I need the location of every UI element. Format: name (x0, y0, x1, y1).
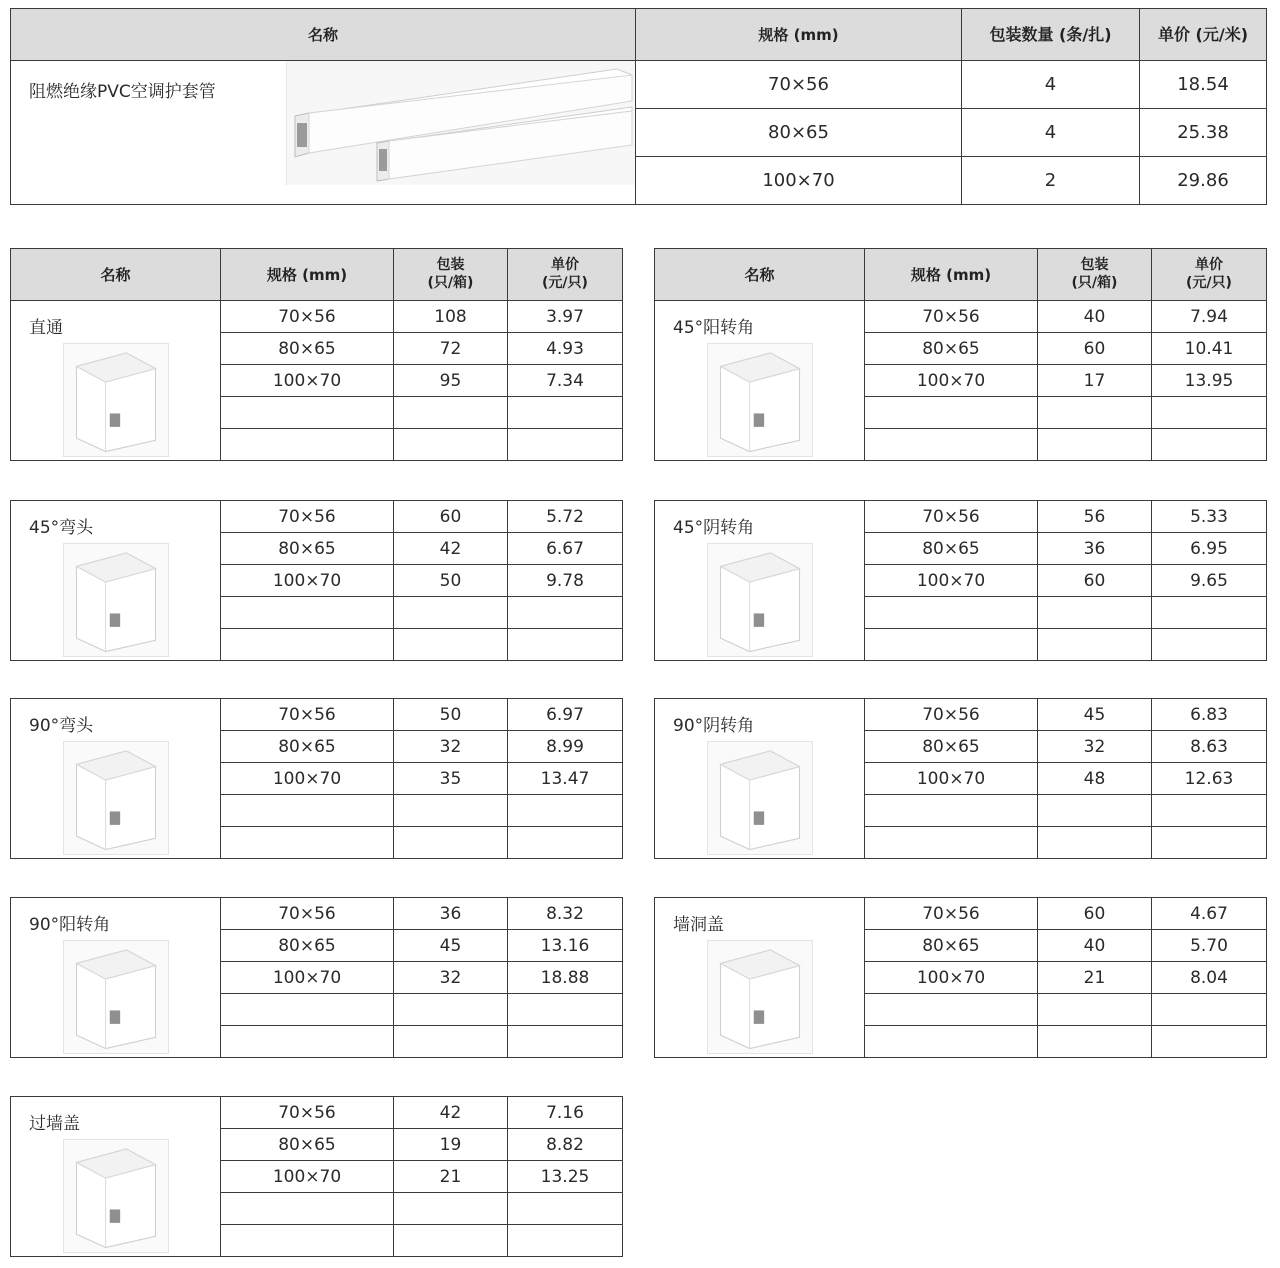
price-cell: 13.95 (1152, 365, 1267, 397)
product-name: 阻燃绝缘PVC空调护套管 (29, 82, 216, 102)
main-spec-cell: 80×65 (636, 109, 962, 157)
empty-cell (1152, 827, 1267, 859)
spec-cell: 100×70 (221, 565, 394, 597)
price-cell: 8.04 (1152, 962, 1267, 994)
price-cell: 12.63 (1152, 763, 1267, 795)
empty-cell (865, 795, 1038, 827)
empty-cell (221, 629, 394, 661)
fitting-name-cell (655, 501, 865, 661)
fitting-name: 墙洞盖 (673, 915, 724, 935)
qty-cell: 32 (1038, 731, 1152, 763)
fitting-table (654, 698, 1267, 859)
spec-cell: 80×65 (865, 930, 1038, 962)
header-price-line1: 单价 (1195, 257, 1223, 273)
price-cell: 5.33 (1152, 501, 1267, 533)
qty-cell: 42 (394, 533, 508, 565)
fitting-table-right-header (654, 248, 1267, 461)
empty-cell (508, 397, 623, 429)
fitting-name: 90°阳转角 (29, 915, 111, 935)
fitting-name-cell (11, 898, 221, 1058)
header-pack-line1: 包装 (1080, 257, 1109, 273)
empty-cell (394, 629, 508, 661)
main-price-cell: 25.38 (1140, 109, 1267, 157)
main-product-table (10, 8, 1267, 205)
qty-cell: 32 (394, 962, 508, 994)
price-cell: 13.25 (508, 1161, 623, 1193)
price-cell: 13.47 (508, 763, 623, 795)
empty-cell (865, 629, 1038, 661)
empty-cell (394, 1225, 508, 1257)
price-cell: 4.93 (508, 333, 623, 365)
spec-cell: 100×70 (221, 962, 394, 994)
fitting-table-left-header (10, 248, 623, 461)
empty-cell (1038, 827, 1152, 859)
qty-cell: 56 (1038, 501, 1152, 533)
fitting-name: 过墙盖 (29, 1114, 80, 1134)
qty-cell: 19 (394, 1129, 508, 1161)
table-row (655, 301, 1267, 333)
price-cell: 9.78 (508, 565, 623, 597)
empty-cell (221, 1193, 394, 1225)
empty-cell (394, 597, 508, 629)
qty-cell: 60 (394, 501, 508, 533)
fitting-name: 45°弯头 (29, 518, 94, 538)
spec-cell: 70×56 (865, 699, 1038, 731)
qty-cell: 40 (1038, 930, 1152, 962)
header-spec: 规格 (mm) (865, 249, 1038, 301)
qty-cell: 42 (394, 1097, 508, 1129)
90-elbow-photo (63, 741, 169, 855)
main-qty-cell: 2 (962, 157, 1140, 205)
qty-cell: 45 (1038, 699, 1152, 731)
fitting-name: 45°阴转角 (673, 518, 755, 538)
fitting-name-cell (11, 501, 221, 661)
price-cell: 8.32 (508, 898, 623, 930)
empty-cell (221, 597, 394, 629)
table-row (11, 501, 623, 533)
empty-cell (865, 1026, 1038, 1058)
header-pack-line2: (只/箱) (1071, 274, 1118, 291)
fitting-name-cell (11, 699, 221, 859)
fitting-table (654, 500, 1267, 661)
header-pack-line1: 包装 (436, 257, 465, 273)
empty-cell (865, 827, 1038, 859)
product-name-cell (11, 61, 636, 205)
empty-cell (221, 1225, 394, 1257)
spec-cell: 70×56 (221, 699, 394, 731)
fitting-name-cell (655, 301, 865, 461)
header-pack-qty: 包装数量 (条/扎) (962, 9, 1140, 61)
pvc-duct-photo (286, 61, 635, 185)
empty-cell (865, 429, 1038, 461)
main-qty-cell: 4 (962, 109, 1140, 157)
90-inner-corner-photo (707, 741, 813, 855)
price-cell: 18.88 (508, 962, 623, 994)
empty-cell (508, 795, 623, 827)
empty-cell (1152, 994, 1267, 1026)
empty-cell (865, 994, 1038, 1026)
spec-cell: 70×56 (865, 301, 1038, 333)
price-cell: 8.82 (508, 1129, 623, 1161)
header-name: 名称 (11, 249, 221, 301)
fitting-name-cell (11, 301, 221, 461)
empty-cell (508, 597, 623, 629)
fitting-table (10, 698, 623, 859)
price-cell: 8.63 (1152, 731, 1267, 763)
empty-cell (508, 429, 623, 461)
table-row (11, 1097, 623, 1129)
table-row (11, 61, 1267, 109)
empty-cell (221, 795, 394, 827)
table-row (655, 501, 1267, 533)
header-pack (394, 249, 508, 301)
qty-cell: 45 (394, 930, 508, 962)
fitting-table (654, 897, 1267, 1058)
45-inner-corner-photo (707, 543, 813, 657)
price-cell: 6.67 (508, 533, 623, 565)
table-row (655, 699, 1267, 731)
fitting-name-cell (655, 699, 865, 859)
spec-cell: 80×65 (221, 533, 394, 565)
empty-cell (394, 795, 508, 827)
empty-cell (221, 1026, 394, 1058)
empty-cell (221, 994, 394, 1026)
spec-cell: 100×70 (865, 565, 1038, 597)
empty-cell (865, 397, 1038, 429)
empty-cell (1038, 1026, 1152, 1058)
empty-cell (394, 1193, 508, 1225)
empty-cell (508, 1225, 623, 1257)
spec-cell: 80×65 (221, 930, 394, 962)
qty-cell: 35 (394, 763, 508, 795)
qty-cell: 72 (394, 333, 508, 365)
header-price-line2: (元/只) (1186, 274, 1232, 291)
spec-cell: 100×70 (865, 763, 1038, 795)
qty-cell: 21 (1038, 962, 1152, 994)
spec-cell: 70×56 (221, 1097, 394, 1129)
empty-cell (508, 629, 623, 661)
qty-cell: 50 (394, 699, 508, 731)
price-cell: 4.67 (1152, 898, 1267, 930)
price-cell: 6.83 (1152, 699, 1267, 731)
spec-cell: 80×65 (865, 333, 1038, 365)
price-cell: 7.34 (508, 365, 623, 397)
header-price (1152, 249, 1267, 301)
empty-cell (508, 994, 623, 1026)
empty-cell (1152, 429, 1267, 461)
spec-cell: 100×70 (865, 962, 1038, 994)
main-price-cell: 18.54 (1140, 61, 1267, 109)
fitting-table (10, 500, 623, 661)
fitting-table (10, 897, 623, 1058)
table-row (11, 898, 623, 930)
spec-cell: 80×65 (865, 731, 1038, 763)
header-name: 名称 (11, 9, 636, 61)
qty-cell: 21 (394, 1161, 508, 1193)
header-pack-line2: (只/箱) (427, 274, 474, 291)
fitting-name-cell (655, 898, 865, 1058)
straight-connector-photo (63, 343, 169, 457)
price-cell: 6.97 (508, 699, 623, 731)
empty-cell (394, 1026, 508, 1058)
fitting-name-cell (11, 1097, 221, 1257)
empty-cell (508, 1193, 623, 1225)
spec-cell: 70×56 (865, 898, 1038, 930)
empty-cell (1038, 629, 1152, 661)
price-cell: 7.94 (1152, 301, 1267, 333)
empty-cell (508, 1026, 623, 1058)
empty-cell (1038, 597, 1152, 629)
spec-cell: 100×70 (221, 1161, 394, 1193)
header-name: 名称 (655, 249, 865, 301)
header-spec: 规格 (mm) (221, 249, 394, 301)
spec-cell: 70×56 (221, 898, 394, 930)
spec-cell: 100×70 (221, 763, 394, 795)
price-cell: 13.16 (508, 930, 623, 962)
empty-cell (394, 827, 508, 859)
empty-cell (508, 827, 623, 859)
empty-cell (1152, 629, 1267, 661)
spec-cell: 80×65 (221, 731, 394, 763)
fitting-header-row (655, 249, 1267, 301)
price-cell: 6.95 (1152, 533, 1267, 565)
main-price-cell: 29.86 (1140, 157, 1267, 205)
fitting-table (10, 1096, 623, 1257)
qty-cell: 95 (394, 365, 508, 397)
spec-cell: 100×70 (865, 365, 1038, 397)
empty-cell (221, 429, 394, 461)
price-cell: 8.99 (508, 731, 623, 763)
header-price (508, 249, 623, 301)
empty-cell (394, 994, 508, 1026)
spec-cell: 80×65 (221, 1129, 394, 1161)
qty-cell: 36 (1038, 533, 1152, 565)
empty-cell (221, 827, 394, 859)
qty-cell: 17 (1038, 365, 1152, 397)
price-cell: 5.70 (1152, 930, 1267, 962)
45-outer-corner-photo (707, 343, 813, 457)
spec-cell: 70×56 (221, 501, 394, 533)
fitting-name: 直通 (29, 318, 63, 338)
price-cell: 7.16 (508, 1097, 623, 1129)
empty-cell (1038, 429, 1152, 461)
qty-cell: 36 (394, 898, 508, 930)
spec-cell: 70×56 (865, 501, 1038, 533)
header-price-line1: 单价 (551, 257, 579, 273)
45-elbow-photo (63, 543, 169, 657)
empty-cell (1038, 994, 1152, 1026)
header-price-line2: (元/只) (542, 274, 588, 291)
price-cell: 3.97 (508, 301, 623, 333)
qty-cell: 60 (1038, 898, 1152, 930)
qty-cell: 32 (394, 731, 508, 763)
table-row (655, 898, 1267, 930)
90-outer-corner-photo (63, 940, 169, 1054)
fitting-header-row (11, 249, 623, 301)
price-cell: 10.41 (1152, 333, 1267, 365)
spec-cell: 70×56 (221, 301, 394, 333)
empty-cell (394, 397, 508, 429)
spec-cell: 80×65 (221, 333, 394, 365)
wall-pass-cover-photo (63, 1139, 169, 1253)
qty-cell: 108 (394, 301, 508, 333)
header-pack (1038, 249, 1152, 301)
qty-cell: 50 (394, 565, 508, 597)
empty-cell (1152, 1026, 1267, 1058)
price-cell: 9.65 (1152, 565, 1267, 597)
empty-cell (394, 429, 508, 461)
fitting-name: 90°阴转角 (673, 716, 755, 736)
spec-cell: 100×70 (221, 365, 394, 397)
main-spec-cell: 100×70 (636, 157, 962, 205)
empty-cell (1152, 795, 1267, 827)
qty-cell: 48 (1038, 763, 1152, 795)
empty-cell (1152, 397, 1267, 429)
spec-cell: 80×65 (865, 533, 1038, 565)
main-qty-cell: 4 (962, 61, 1140, 109)
fitting-name: 45°阳转角 (673, 318, 755, 338)
empty-cell (221, 397, 394, 429)
main-spec-cell: 70×56 (636, 61, 962, 109)
price-cell: 5.72 (508, 501, 623, 533)
header-spec: 规格 (mm) (636, 9, 962, 61)
header-unit-price: 单价 (元/米) (1140, 9, 1267, 61)
empty-cell (865, 597, 1038, 629)
qty-cell: 60 (1038, 333, 1152, 365)
table-row (11, 301, 623, 333)
empty-cell (1038, 397, 1152, 429)
main-header-row (11, 9, 1267, 61)
empty-cell (1038, 795, 1152, 827)
fitting-name: 90°弯头 (29, 716, 94, 736)
wall-hole-cover-photo (707, 940, 813, 1054)
qty-cell: 40 (1038, 301, 1152, 333)
empty-cell (1152, 597, 1267, 629)
qty-cell: 60 (1038, 565, 1152, 597)
table-row (11, 699, 623, 731)
